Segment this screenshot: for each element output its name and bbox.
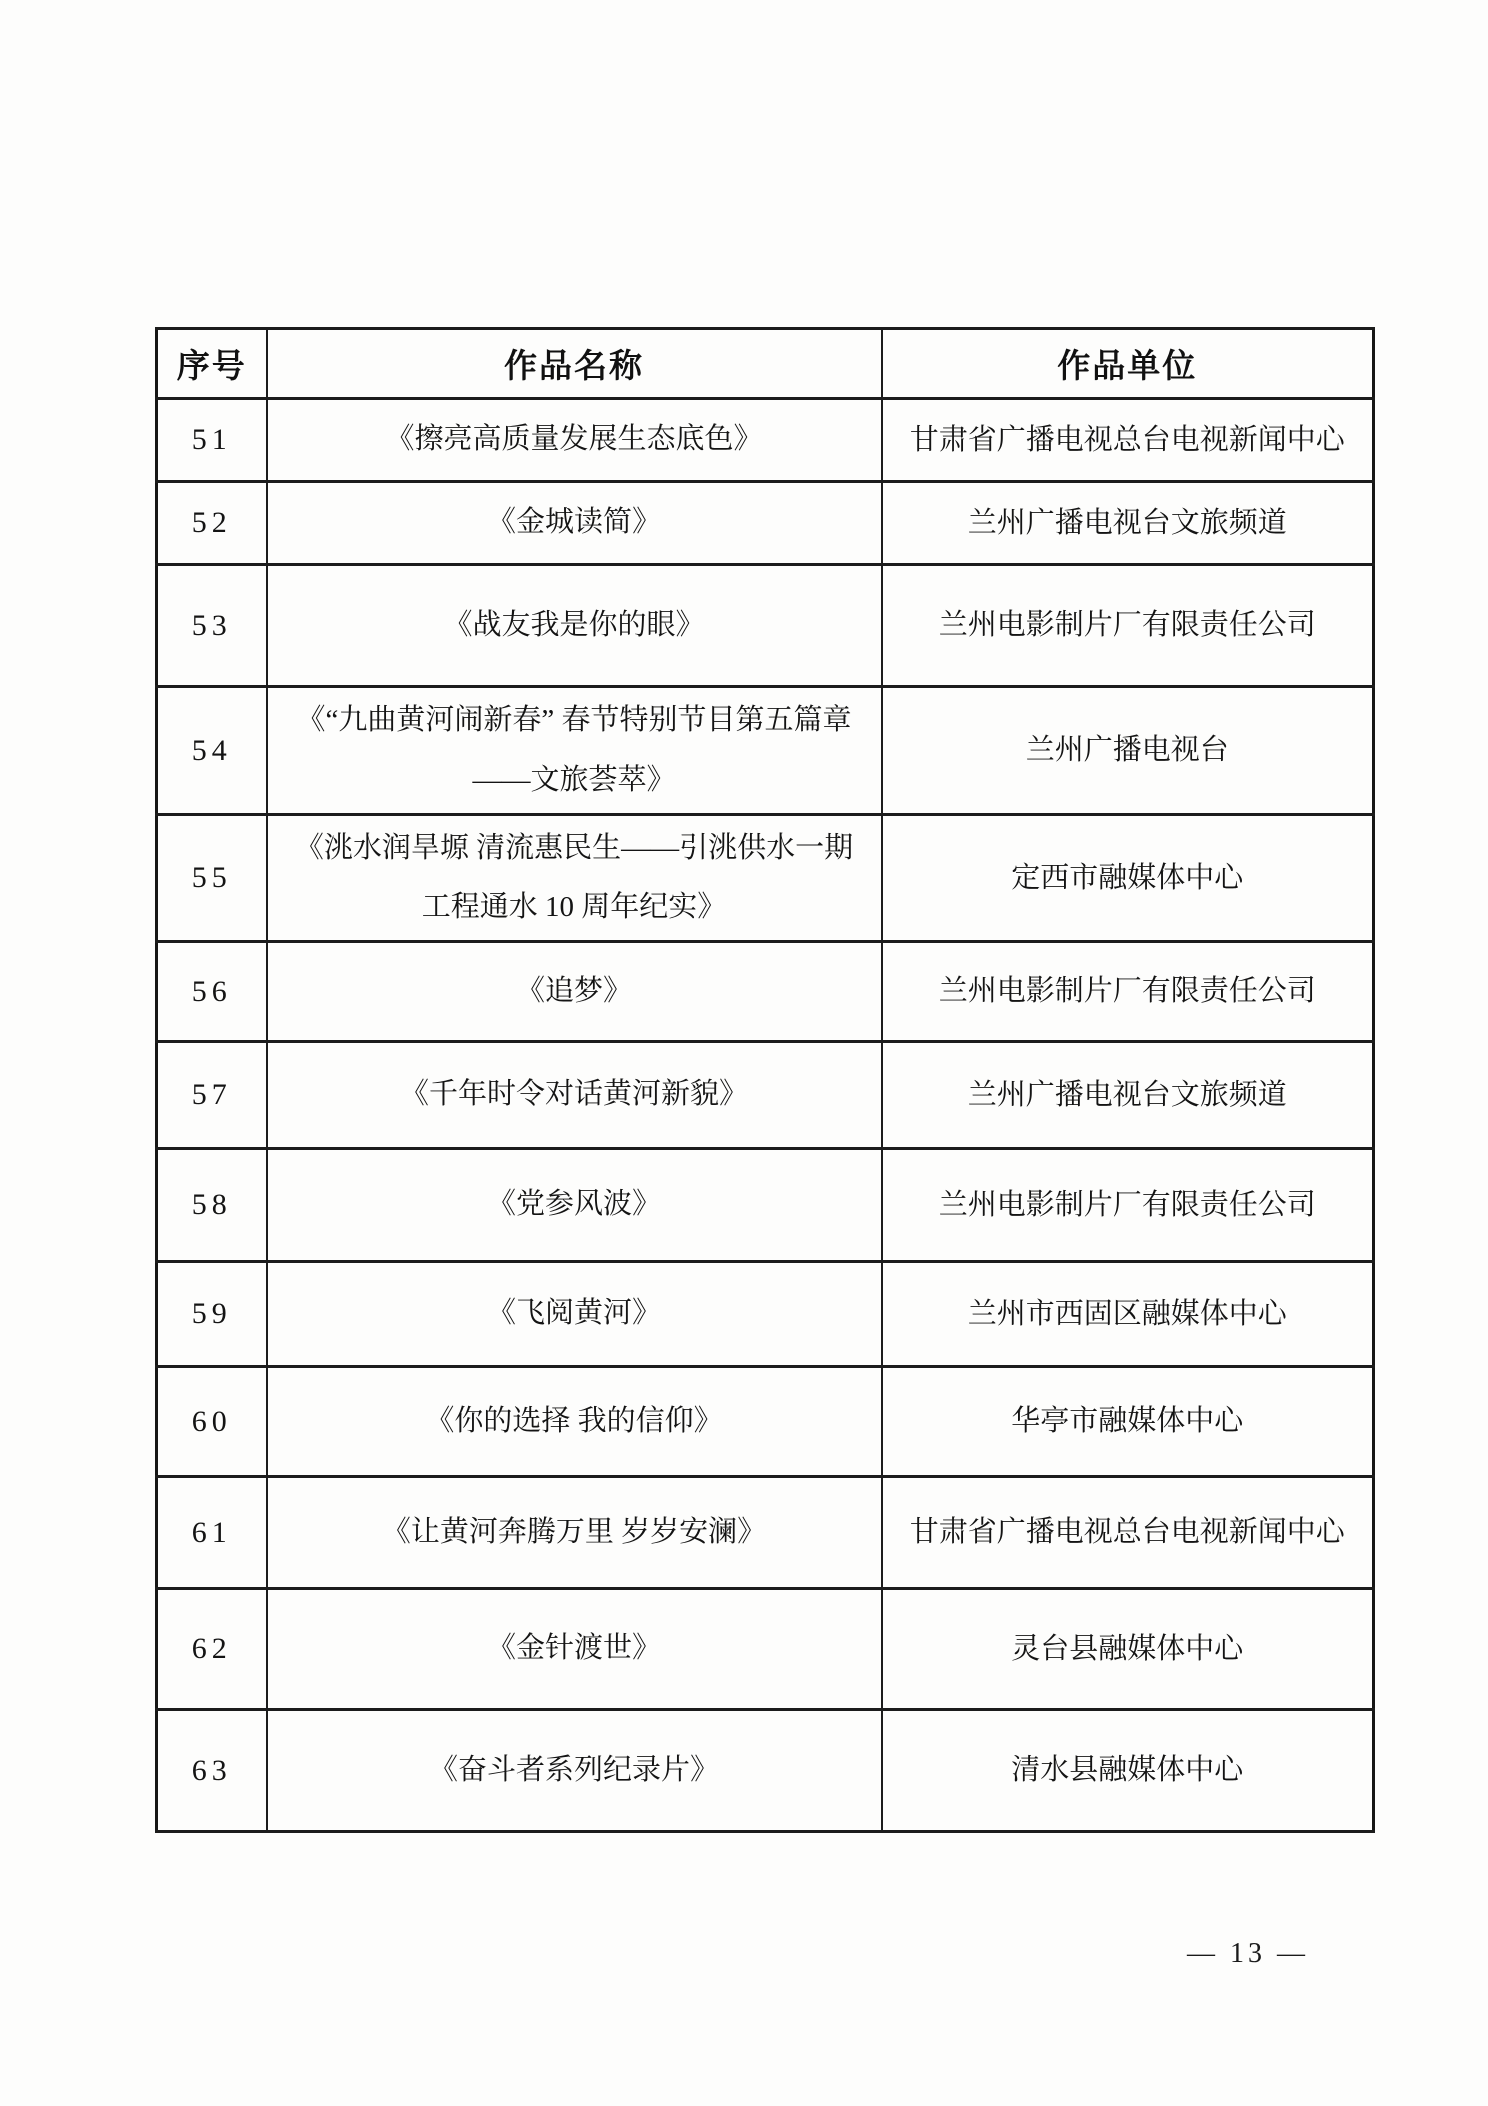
table-row — [157, 687, 1374, 815]
row-serial-number: 59 — [157, 1262, 267, 1367]
work-title-line: 《追梦》 — [515, 974, 632, 1007]
work-title-line: 《奋斗者系列纪录片》 — [428, 1753, 719, 1786]
row-serial-number: 55 — [157, 815, 267, 942]
row-serial-number: 54 — [157, 687, 267, 815]
work-title-cell — [267, 482, 882, 565]
work-title-cell — [267, 1262, 882, 1367]
row-serial-number: 62 — [157, 1589, 267, 1710]
work-title-cell — [267, 399, 882, 482]
award-works-table — [155, 327, 1375, 1833]
header-serial-number: 序号 — [157, 329, 267, 399]
award-table-body — [157, 399, 1374, 1832]
table-row — [157, 565, 1374, 687]
work-title-cell — [267, 1589, 882, 1710]
work-unit-cell: 兰州电影制片厂有限责任公司 — [882, 565, 1374, 687]
row-serial-number: 63 — [157, 1710, 267, 1832]
work-unit-cell: 兰州广播电视台 — [882, 687, 1374, 815]
work-unit-cell: 兰州市西固区融媒体中心 — [882, 1262, 1374, 1367]
work-title-cell — [267, 1367, 882, 1477]
table-row — [157, 815, 1374, 942]
work-title-cell — [267, 565, 882, 687]
work-title-line: 《金针渡世》 — [486, 1632, 661, 1665]
table-row — [157, 1149, 1374, 1262]
page-number: — 13 — — [1187, 1938, 1309, 1969]
row-serial-number: 52 — [157, 482, 267, 565]
work-title-line: 《党参风波》 — [486, 1188, 661, 1221]
work-title-cell — [267, 942, 882, 1042]
work-unit-cell: 兰州电影制片厂有限责任公司 — [882, 1149, 1374, 1262]
table-row — [157, 1589, 1374, 1710]
work-unit-cell: 甘肃省广播电视总台电视新闻中心 — [882, 399, 1374, 482]
row-serial-number: 51 — [157, 399, 267, 482]
work-title-line: 《金城读简》 — [486, 506, 661, 539]
work-title-line: 工程通水 10 周年纪实》 — [421, 891, 727, 923]
work-title-line: 《擦亮高质量发展生态底色》 — [385, 423, 763, 456]
table-row — [157, 1710, 1374, 1832]
work-title-line: 《飞阅黄河》 — [486, 1297, 661, 1330]
row-serial-number: 57 — [157, 1042, 267, 1149]
row-serial-number: 56 — [157, 942, 267, 1042]
work-title-line: 《洮水润旱塬 清流惠民生——引洮供水一期 — [294, 831, 854, 864]
work-unit-cell: 兰州电影制片厂有限责任公司 — [882, 942, 1374, 1042]
work-title-line: 《千年时令对话黄河新貌》 — [399, 1078, 748, 1111]
work-title-cell — [267, 1477, 882, 1589]
table-row — [157, 399, 1374, 482]
work-title-cell — [267, 815, 882, 942]
table-row — [157, 1262, 1374, 1367]
work-title-cell — [267, 1042, 882, 1149]
row-serial-number: 58 — [157, 1149, 267, 1262]
table-row — [157, 1042, 1374, 1149]
work-unit-cell: 华亭市融媒体中心 — [882, 1367, 1374, 1477]
work-title-line: 《战友我是你的眼》 — [443, 608, 705, 641]
work-title-cell — [267, 687, 882, 815]
row-serial-number: 53 — [157, 565, 267, 687]
work-title-line: 《“九曲黄河闹新春” 春节特别节目第五篇章 — [296, 704, 852, 737]
work-unit-cell: 兰州广播电视台文旅频道 — [882, 482, 1374, 565]
work-unit-cell: 甘肃省广播电视总台电视新闻中心 — [882, 1477, 1374, 1589]
work-title-line: ——文旅荟萃》 — [472, 763, 676, 796]
work-unit-cell: 清水县融媒体中心 — [882, 1710, 1374, 1832]
row-serial-number: 60 — [157, 1367, 267, 1477]
table-header-row — [157, 329, 1374, 399]
work-title-cell — [267, 1149, 882, 1262]
table-row — [157, 482, 1374, 565]
work-unit-cell: 灵台县融媒体中心 — [882, 1589, 1374, 1710]
table-row — [157, 942, 1374, 1042]
work-unit-cell: 定西市融媒体中心 — [882, 815, 1374, 942]
row-serial-number: 61 — [157, 1477, 267, 1589]
header-work-unit: 作品单位 — [882, 329, 1374, 399]
table-row — [157, 1477, 1374, 1589]
work-title-line: 《让黄河奔腾万里 岁岁安澜》 — [381, 1515, 767, 1548]
work-title-cell — [267, 1710, 882, 1832]
table-row — [157, 1367, 1374, 1477]
work-unit-cell: 兰州广播电视台文旅频道 — [882, 1042, 1374, 1149]
header-work-title: 作品名称 — [267, 329, 882, 399]
work-title-line: 《你的选择 我的信仰》 — [425, 1404, 723, 1437]
